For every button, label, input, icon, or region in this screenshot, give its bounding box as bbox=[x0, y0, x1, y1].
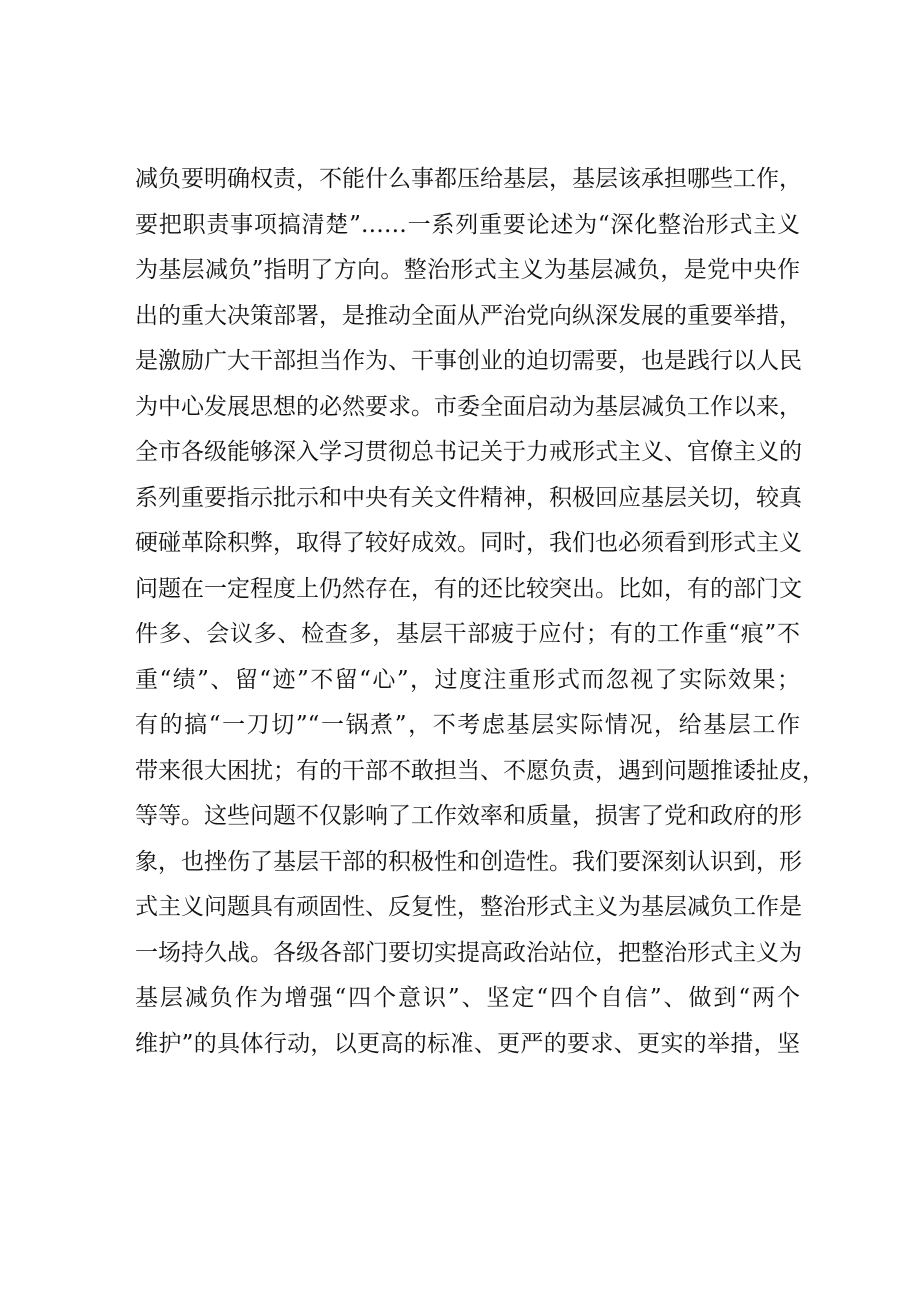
text-line: 是激励广大干部担当作为、干事创业的迫切需要，也是践行以人民 bbox=[135, 348, 802, 374]
text-line: 带来很大困扰；有的干部不敢担当、不愿负责，遇到问题推诿扯皮， bbox=[135, 757, 825, 784]
text-line: 要把职责事项搞清楚”……一系列重要论述为“深化整治形式主义 bbox=[135, 211, 800, 238]
text-line: 出的重大决策部署，是推动全面从严治党向纵深发展的重要举措， bbox=[135, 302, 802, 329]
text-line: 件多、会议多、检查多，基层干部疲于应付；有的工作重“痕”不 bbox=[135, 621, 800, 647]
body-paragraph bbox=[135, 157, 825, 1067]
text-line: 式主义问题具有顽固性、反复性，整治形式主义为基层减负工作是 bbox=[135, 894, 802, 920]
text-line: 等等。这些问题不仅影响了工作效率和质量，损害了党和政府的形 bbox=[135, 803, 802, 829]
text-line: 减负要明确权责，不能什么事都压给基层，基层该承担哪些工作， bbox=[135, 166, 802, 192]
text-line: 全市各级能够深入学习贯彻总书记关于力戒形式主义、官僚主义的 bbox=[135, 439, 802, 465]
text-line: 维护”的具体行动，以更高的标准、更严的要求、更实的举措，坚 bbox=[135, 1030, 800, 1057]
text-line: 硬碰革除积弊，取得了较好成效。同时，我们也必须看到形式主义 bbox=[135, 530, 802, 556]
text-line: 重“绩”、留“迹”不留“心”，过度注重形式而忽视了实际效果； bbox=[135, 666, 800, 693]
text-line: 基层减负作为增强“四个意识”、坚定“四个自信”、做到“两个 bbox=[135, 985, 800, 1011]
text-line: 一场持久战。各级各部门要切实提高政治站位，把整治形式主义为 bbox=[135, 939, 802, 966]
text-line: 象，也挫伤了基层干部的积极性和创造性。我们要深刻认识到，形 bbox=[135, 848, 802, 875]
text-line: 为基层减负”指明了方向。整治形式主义为基层减负，是党中央作 bbox=[135, 257, 800, 283]
text-line: 问题在一定程度上仍然存在，有的还比较突出。比如，有的部门文 bbox=[135, 575, 802, 602]
text-line: 有的搞“一刀切”“一锅煮”，不考虑基层实际情况，给基层工作 bbox=[135, 712, 800, 738]
text-line: 为中心发展思想的必然要求。市委全面启动为基层减负工作以来， bbox=[135, 393, 802, 420]
text-line: 系列重要指示批示和中央有关文件精神，积极回应基层关切，较真 bbox=[135, 484, 802, 511]
